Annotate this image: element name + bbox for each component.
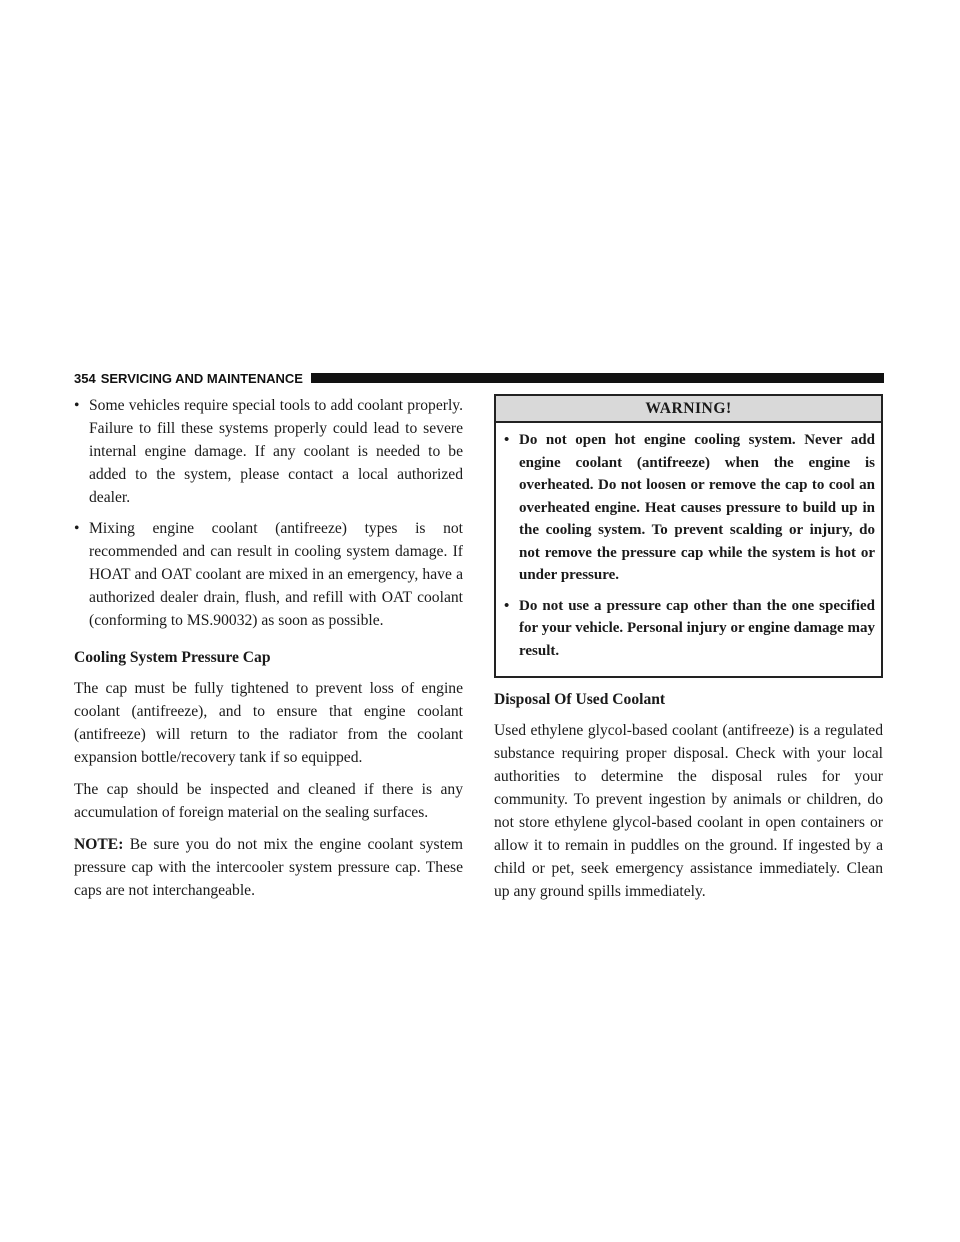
bullet-icon: • (74, 397, 80, 414)
paragraph: The cap must be fully tightened to prevent loss of engine coolant (antifreeze), and to ensure that engine coolant (antifreeze) will return to the radiator from the coolant expansion bottle/recovery tank if so equipped. (74, 680, 463, 766)
list-item (504, 429, 875, 587)
page-header (74, 370, 884, 386)
note-text: Be sure you do not mix the engine coolant system pressure cap with the intercooler system pressure cap. These caps are not interchangeable. (74, 836, 463, 899)
section-title: SERVICING AND MAINTENANCE (100, 370, 303, 386)
warning-title: WARNING! (496, 396, 881, 423)
disposal-heading: Disposal Of Used Coolant (494, 691, 666, 708)
pressure-cap-heading: Cooling System Pressure Cap (74, 649, 271, 666)
page-number: 354 (74, 370, 96, 386)
bullet-icon: • (74, 520, 80, 537)
list-item (74, 517, 463, 632)
warning-bullet-list (504, 429, 875, 662)
bullet-text: Mixing engine coolant (antifreeze) types is not recommended and can result in cooling system damage. If HOAT and OAT coolant are mixed in an emergency, have a authorized dealer drain, flush, and refill with OAT coolant (conforming to MS.90032) as soon as possible. (89, 520, 463, 629)
coolant-bullet-list (74, 394, 463, 632)
note-paragraph (74, 833, 463, 902)
note-label: NOTE: (74, 836, 124, 853)
warning-text: Do not open hot engine cooling system. Never add engine coolant (antifreeze) when the engine is overheated. Do not loosen or remove the cap to cool an overheated engine. Heat causes pressure to build up in the cooling system. To prevent scalding or injury, do not remove the pressure cap while the system is hot or under pressure. (519, 432, 875, 583)
warning-box (494, 394, 883, 678)
paragraph: Used ethylene glycol-based coolant (antifreeze) is a regulated substance requiring proper disposal. Check with your local authorities to determine the disposal rules for your community. To prevent ingestion by animals or children, do not store ethylene glycol-based coolant in open containers or allow it to remain in puddles on the ground. If ingested by a child or pet, seek emergency assistance immediately. Clean up any ground spills immediately. (494, 722, 883, 900)
bullet-icon: • (504, 597, 510, 614)
warning-text: Do not use a pressure cap other than the one specified for your vehicle. Personal injury or engine damage may result. (519, 597, 875, 659)
bullet-text: Some vehicles require special tools to add coolant properly. Failure to fill these systems properly could lead to severe internal engine damage. If any coolant is needed to be added to the system, please contact a local authorized dealer. (89, 397, 463, 506)
paragraph: The cap should be inspected and cleaned if there is any accumulation of foreign material on the sealing surfaces. (74, 781, 463, 821)
header-rule (311, 373, 884, 383)
list-item (74, 394, 463, 509)
bullet-icon: • (504, 432, 510, 448)
right-column (494, 394, 883, 912)
warning-body (496, 423, 881, 676)
left-column (74, 394, 463, 911)
list-item (504, 595, 875, 663)
